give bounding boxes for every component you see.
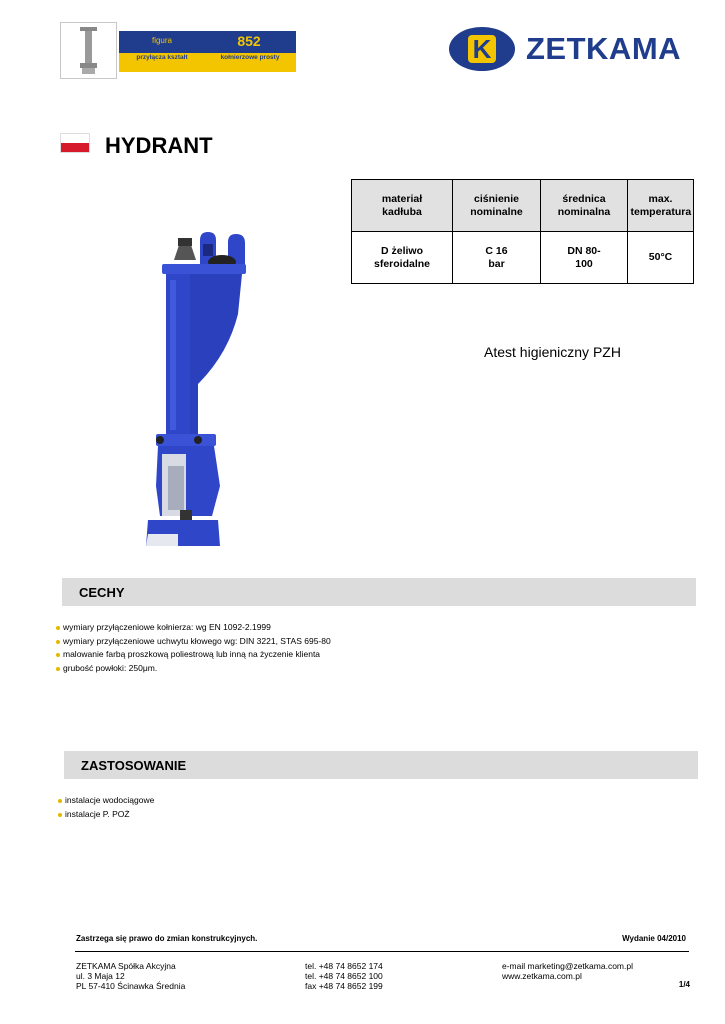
- spec-header-cell: [628, 180, 694, 232]
- bullet-icon: [56, 640, 60, 644]
- footer-line: tel. +48 74 8652 174: [305, 961, 383, 971]
- figure-connection: [119, 53, 296, 72]
- bullet-icon: [58, 799, 62, 803]
- figure-number: 852: [237, 33, 261, 49]
- figure-header: [119, 31, 296, 53]
- list-item: [56, 662, 331, 676]
- spec-value-text: C 16 bar: [485, 244, 508, 270]
- certificate-note: Atest higieniczny PZH: [484, 344, 621, 360]
- spec-header-cell: [352, 180, 453, 232]
- connection-label: przyłącza kształt: [136, 54, 188, 61]
- spec-value-row: [352, 232, 694, 284]
- logo-letter: K: [468, 35, 496, 63]
- footer-contact: [502, 961, 633, 981]
- spec-value-cell: [628, 232, 694, 284]
- bullet-icon: [56, 653, 60, 657]
- spec-value-cell: [453, 232, 541, 284]
- list-item: [56, 635, 331, 649]
- footer-line: ul. 3 Maja 12: [76, 971, 125, 981]
- brand-logo: [449, 27, 705, 73]
- list-item: [56, 621, 331, 635]
- spec-header-text: max. temperatura: [630, 192, 692, 218]
- spec-header-cell: [541, 180, 628, 232]
- page-number: 1/4: [678, 980, 690, 989]
- spec-header-text: materiał kadłuba: [381, 192, 423, 218]
- spec-header-text: średnica nominalna: [557, 192, 611, 218]
- footer-line: fax +48 74 8652 199: [305, 981, 383, 991]
- list-item-text: instalacje wodociągowe: [65, 795, 155, 805]
- spec-table: [351, 179, 694, 284]
- bullet-icon: [56, 667, 60, 671]
- product-thumbnail: [60, 22, 117, 79]
- spec-header-row: [352, 180, 694, 232]
- page-title: HYDRANT: [105, 133, 213, 158]
- section-header-features: [62, 578, 696, 606]
- list-item-text: wymiary przyłączeniowe kołnierza: wg EN 1092-2.1999: [63, 622, 271, 632]
- spec-value-text: DN 80-100: [567, 244, 601, 270]
- features-list: [56, 621, 331, 675]
- section-title: ZASTOSOWANIE: [81, 758, 187, 773]
- polish-flag-icon: [60, 133, 90, 153]
- figure-box: [119, 31, 296, 72]
- footer-disclaimer: Zastrzega się prawo do zmian konstrukcyjnych.: [76, 934, 258, 943]
- footer-company: [76, 961, 185, 991]
- spec-value-cell: [352, 232, 453, 284]
- spec-header-text: ciśnienie nominalne: [470, 192, 523, 218]
- spec-value-cell: [541, 232, 628, 284]
- list-item-text: grubość powłoki: 250μm.: [63, 662, 158, 673]
- footer-line: PL 57-410 Ścinawka Średnia: [76, 981, 186, 991]
- list-item: [56, 648, 331, 662]
- spec-value-text: D żeliwo sferoidalne: [373, 244, 431, 270]
- brand-name: ZETKAMA: [526, 31, 682, 66]
- connection-value: kołnierzowe prosty: [220, 54, 280, 61]
- logo-emblem: [449, 27, 515, 71]
- section-header-application: [64, 751, 698, 779]
- list-item-text: wymiary przyłączeniowe uchwytu kłowego wg: DIN 3221, STAS 695-80: [63, 635, 331, 646]
- hydrant-product-image: [140, 230, 260, 555]
- footer-edition: Wydanie 04/2010: [622, 934, 686, 943]
- list-item: [58, 808, 154, 822]
- section-title: CECHY: [79, 585, 125, 600]
- footer-website[interactable]: www.zetkama.com.pl: [502, 971, 582, 981]
- application-list: [58, 794, 154, 821]
- spec-value-text: 50°C: [648, 251, 673, 263]
- list-item-text: instalacje P. POŻ: [65, 808, 130, 819]
- list-item-text: malowanie farbą proszkową poliestrową lub inną na życzenie klienta: [63, 649, 321, 659]
- footer-line: ZETKAMA Spółka Akcyjna: [76, 961, 176, 971]
- footer-line: tel. +48 74 8652 100: [305, 971, 383, 981]
- bullet-icon: [56, 626, 60, 630]
- footer-divider: [75, 951, 689, 952]
- footer-email[interactable]: e-mail marketing@zetkama.com.pl: [502, 961, 633, 971]
- spec-header-cell: [453, 180, 541, 232]
- list-item: [58, 794, 154, 808]
- figure-label: figura: [151, 36, 172, 45]
- bullet-icon: [58, 813, 62, 817]
- footer-phones: [305, 961, 383, 991]
